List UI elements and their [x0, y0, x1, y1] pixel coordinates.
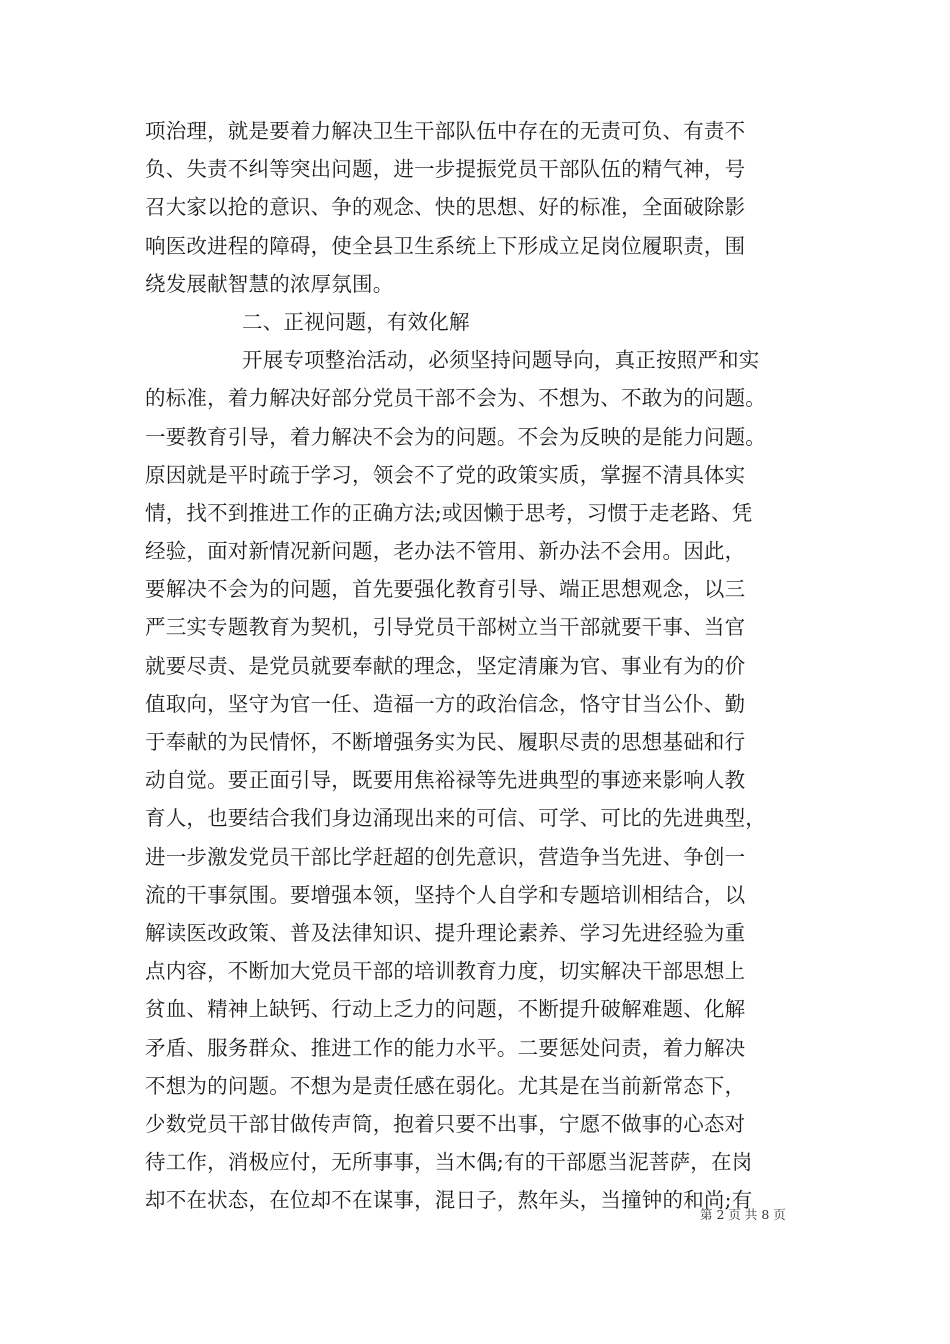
text-line: 二、正视问题，有效化解 [242, 309, 470, 334]
text-line: 于奉献的为民情怀，不断增强务实为民、履职尽责的思想基础和行 [145, 730, 746, 754]
text-line: 流的干事氛围。要增强本领，坚持个人自学和专题培训相结合，以 [145, 882, 746, 907]
text-line: 育人，也要结合我们身边涌现出来的可信、可学、可比的先进典型， [145, 806, 766, 831]
text-line: 待工作，消极应付，无所事事，当木偶;有的干部愿当泥菩萨，在岗 [145, 1150, 753, 1175]
text-line: 情，找不到推进工作的正确方法;或因懒于思考，习惯于走老路、凭 [145, 500, 753, 525]
text-line: 的标准，着力解决好部分党员干部不会为、不想为、不敢为的问题。 [145, 386, 766, 411]
text-line: 响医改进程的障碍，使全县卫生系统上下形成立足岗位履职责，围 [145, 233, 746, 258]
text-line: 进一步激发党员干部比学赶超的创先意识，营造争当先进、争创一 [145, 844, 746, 869]
text-line: 负、失责不纠等突出问题，进一步提振党员干部队伍的精气神，号 [145, 157, 746, 182]
text-line: 值取向，坚守为官一任、造福一方的政治信念，恪守甘当公仆、勤 [145, 691, 746, 716]
text-line: 原因就是平时疏于学习，领会不了党的政策实质，掌握不清具体实 [145, 462, 746, 487]
text-line: 经验，面对新情况新问题，老办法不管用、新办法不会用。因此， [145, 539, 746, 564]
text-line: 矛盾、服务群众、推进工作的能力水平。二要惩处问责，着力解决 [145, 1035, 746, 1060]
text-line: 不想为的问题。不想为是责任感在弱化。尤其是在当前新常态下， [145, 1073, 746, 1098]
text-line: 要解决不会为的问题，首先要强化教育引导、端正思想观念，以三 [145, 577, 746, 602]
text-line: 绕发展献智慧的浓厚氛围。 [145, 271, 394, 296]
text-line: 开展专项整治活动，必须坚持问题导向，真正按照严和实 [242, 348, 760, 373]
text-line: 却不在状态，在位却不在谋事，混日子，熬年头，当撞钟的和尚;有 [145, 1188, 753, 1213]
text-line: 贫血、精神上缺钙、行动上乏力的问题，不断提升破解难题、化解 [145, 997, 746, 1022]
text-line: 点内容，不断加大党员干部的培训教育力度，切实解决干部思想上 [145, 959, 746, 984]
page-number-footer: 第 2 页 共 8 页 [700, 1207, 786, 1222]
text-line: 动自觉。要正面引导，既要用焦裕禄等先进典型的事迹来影响人教 [145, 768, 746, 793]
text-line: 解读医改政策、普及法律知识、提升理论素养、学习先进经验为重 [145, 920, 746, 945]
text-line: 严三实专题教育为契机，引导党员干部树立当干部就要干事、当官 [145, 615, 746, 640]
text-line: 项治理，就是要着力解决卫生干部队伍中存在的无责可负、有责不 [145, 119, 746, 143]
text-line: 召大家以抢的意识、争的观念、快的思想、好的标准，全面破除影 [145, 195, 746, 220]
text-line: 少数党员干部甘做传声筒，抱着只要不出事，宁愿不做事的心态对 [145, 1111, 746, 1136]
document-body [145, 112, 815, 1219]
text-line: 一要教育引导，着力解决不会为的问题。不会为反映的是能力问题。 [145, 424, 766, 449]
text-line: 就要尽责、是党员就要奉献的理念，坚定清廉为官、事业有为的价 [145, 653, 746, 678]
